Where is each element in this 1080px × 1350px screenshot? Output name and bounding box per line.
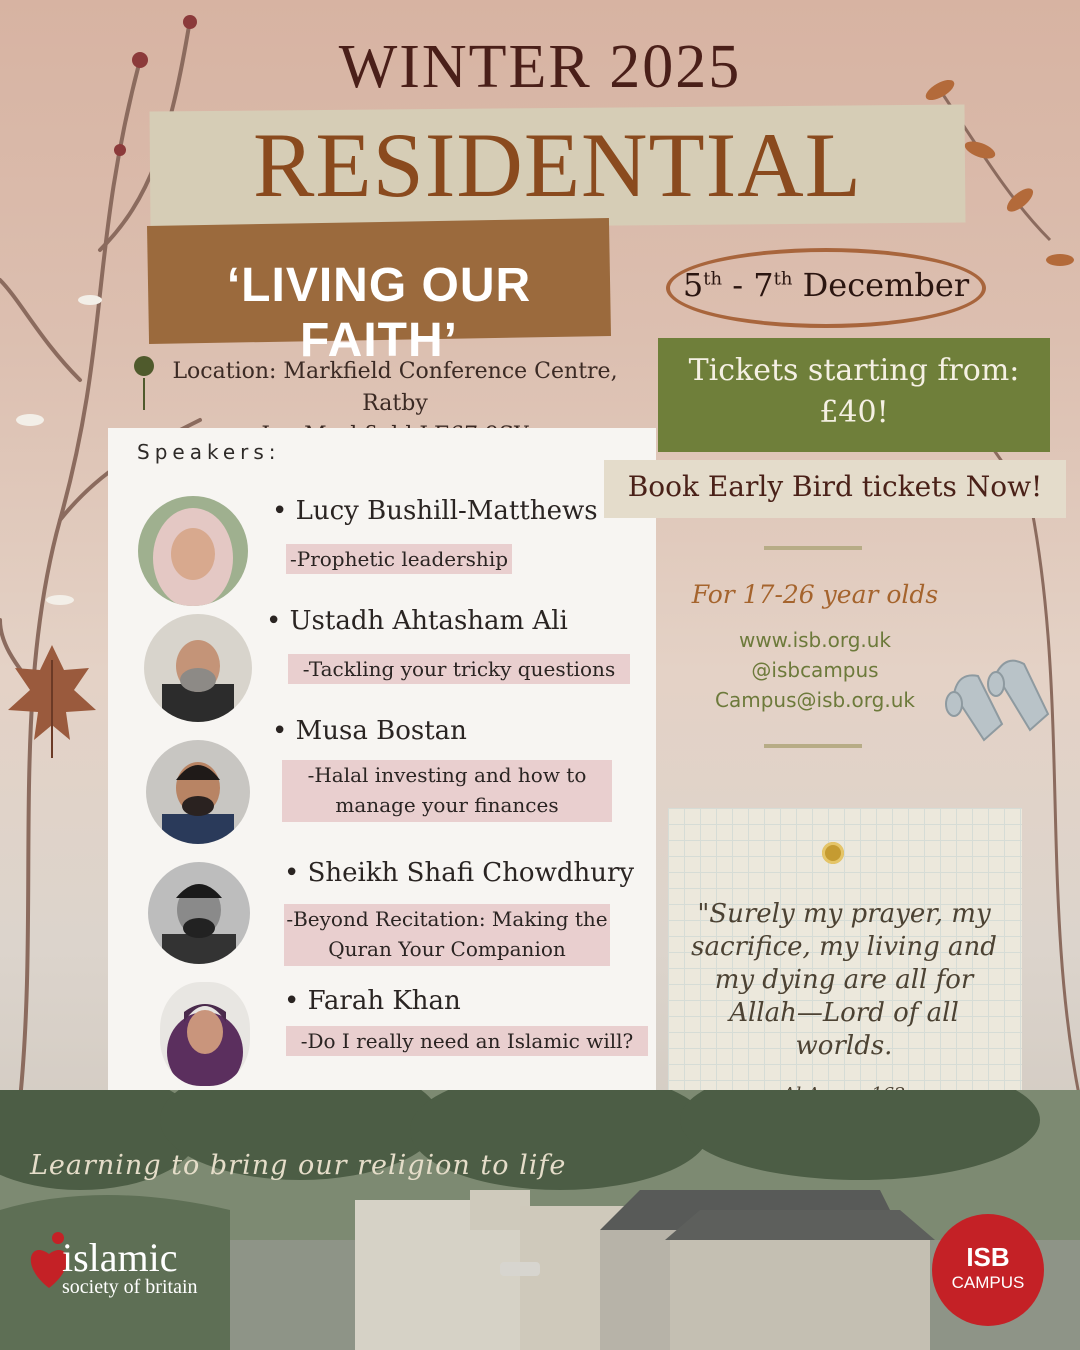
audience-text: For 17-26 year olds bbox=[691, 580, 939, 609]
push-pin-icon bbox=[822, 842, 844, 864]
isb-logo-subtext: society of britain bbox=[62, 1276, 198, 1298]
end-suffix: th bbox=[773, 268, 793, 290]
tickets-line-1: Tickets starting from: bbox=[688, 353, 1020, 388]
event-dates bbox=[666, 266, 986, 304]
quote-text: "Surely my prayer, my sacrifice, my living and my dying are all for Allah—Lord of all worlds. bbox=[691, 899, 997, 1061]
social-handle[interactable]: @isbcampus bbox=[751, 658, 879, 682]
oak-leaf-icon bbox=[4, 640, 100, 760]
start-day: 5 bbox=[682, 266, 704, 304]
divider-top bbox=[764, 546, 862, 550]
speaker-5-name: • Farah Khan bbox=[284, 986, 461, 1016]
speaker-3-topic: -Halal investing and how to manage your finances bbox=[282, 760, 612, 822]
speaker-1-name: • Lucy Bushill-Matthews bbox=[272, 496, 598, 526]
date-month: December bbox=[792, 266, 970, 304]
speakers-heading: Speakers: bbox=[137, 440, 281, 464]
tickets-price: £40! bbox=[819, 395, 889, 430]
website-link[interactable]: www.isb.org.uk bbox=[738, 628, 892, 652]
speaker-5-topic: -Do I really need an Islamic will? bbox=[286, 1026, 648, 1056]
tagline: Learning to bring our religion to life bbox=[30, 1150, 567, 1181]
speaker-3-name: • Musa Bostan bbox=[272, 716, 467, 746]
divider-bottom bbox=[764, 744, 862, 748]
location-line-1: Location: Markfield Conference Centre, Ratby bbox=[172, 359, 618, 416]
speaker-2-topic: -Tackling your tricky questions bbox=[288, 654, 630, 684]
speaker-4-avatar bbox=[148, 862, 250, 964]
isb-campus-badge bbox=[932, 1214, 1044, 1326]
theme-title: ‘LIVING OUR FAITH’ bbox=[226, 259, 532, 367]
speaker-3-avatar bbox=[146, 740, 250, 844]
venue-scene bbox=[0, 1090, 1080, 1350]
start-suffix: th bbox=[703, 268, 723, 290]
speaker-4-topic: -Beyond Recitation: Making the Quran Your Companion bbox=[284, 904, 610, 966]
mittens-icon bbox=[944, 654, 1060, 764]
event-title: RESIDENTIAL bbox=[253, 114, 862, 216]
speaker-1-avatar bbox=[138, 496, 248, 606]
end-day: 7 bbox=[753, 266, 774, 304]
speaker-4-name: • Sheikh Shafi Chowdhury bbox=[284, 858, 635, 888]
tickets-text bbox=[658, 350, 1050, 434]
location-pin-icon bbox=[134, 356, 154, 376]
location-pin-stem bbox=[143, 378, 145, 410]
date-separator: - bbox=[722, 266, 754, 304]
speaker-2-name: • Ustadh Ahtasham Ali bbox=[266, 606, 568, 636]
campus-badge-line-1: ISB bbox=[966, 1242, 1010, 1272]
speaker-5-avatar bbox=[160, 982, 250, 1086]
campus-badge-line-2: CAMPUS bbox=[951, 1273, 1025, 1292]
speaker-2-avatar bbox=[144, 614, 252, 722]
book-early-bird-button[interactable]: Book Early Bird tickets Now! bbox=[627, 470, 1043, 503]
email-link[interactable]: Campus@isb.org.uk bbox=[715, 688, 915, 712]
isb-logo-text: islamic bbox=[62, 1235, 178, 1280]
season-title: WINTER 2025 bbox=[338, 33, 742, 101]
speaker-1-topic: -Prophetic leadership bbox=[286, 544, 512, 574]
